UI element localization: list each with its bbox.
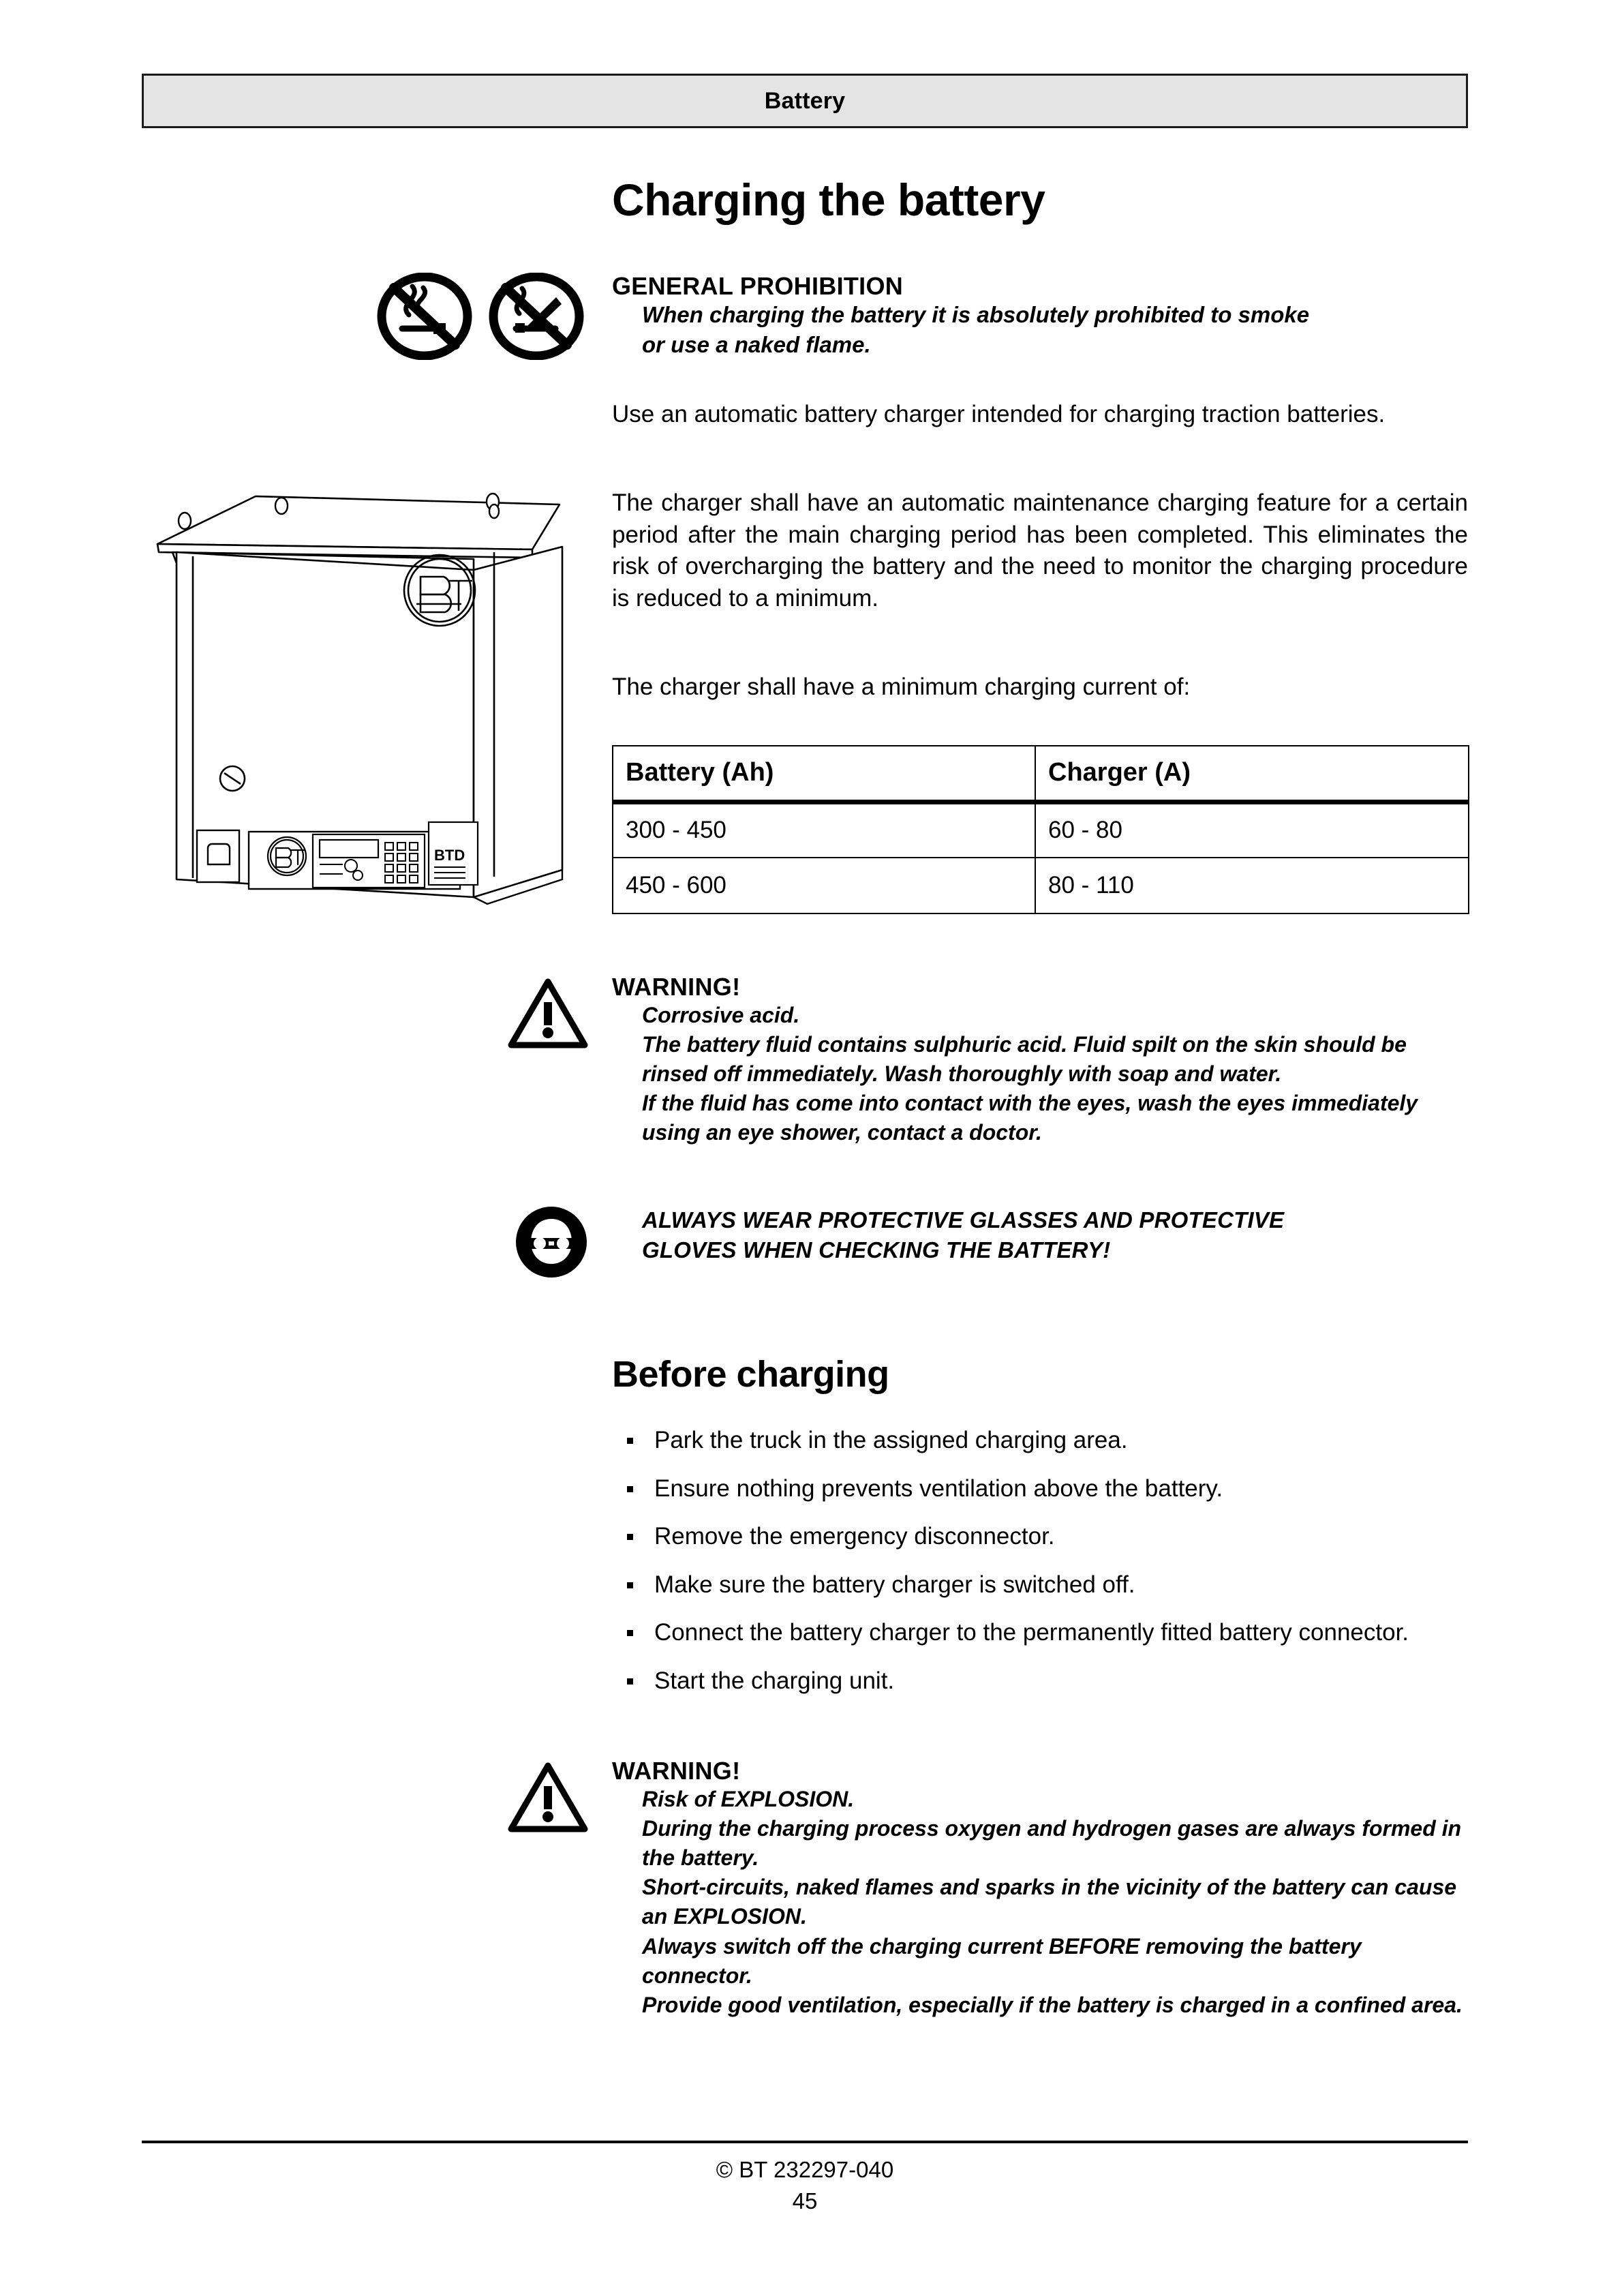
list-item [612, 1665, 1468, 1697]
bullet-dot-icon [627, 1486, 633, 1492]
table-header-charger: Charger (A) [1035, 746, 1469, 802]
no-naked-flame-icon [485, 273, 587, 360]
before-charging-list [612, 1425, 1468, 1713]
bullet-dot-icon [627, 1582, 633, 1588]
general-prohibition-line-1: When charging the battery it is absolutely prohibited to smoke [642, 302, 1310, 328]
warning-block-corrosive-acid [508, 973, 1468, 1148]
list-item [612, 1425, 1468, 1457]
general-prohibition-block [612, 273, 1468, 359]
table-cell-charger-range: 80 - 110 [1035, 858, 1469, 913]
charging-current-table [612, 745, 1469, 914]
footer-copyright: © BT 232297-040 [716, 2157, 894, 2182]
paragraph-use-automatic-charger: Use an automatic battery charger intended for charging traction batteries. [612, 401, 1386, 427]
table-header-battery: Battery (Ah) [613, 746, 1035, 802]
list-item [612, 1569, 1468, 1601]
warning-line: Corrosive acid. [642, 1002, 800, 1027]
warning-triangle-icon [508, 1762, 588, 1832]
list-item-text: Park the truck in the assigned charging area. [654, 1427, 1128, 1453]
table-cell-battery-range: 300 - 450 [613, 802, 1035, 858]
warning-line: If the fluid has come into contact with the eyes, wash the eyes immediately using an eye shower, contact a doctor. [642, 1091, 1418, 1145]
list-item-text: Connect the battery charger to the permanently fitted battery connector. [654, 1619, 1409, 1646]
warning-line: Short-circuits, naked flames and sparks in the vicinity of the battery can cause an EXPLOSION. [642, 1875, 1457, 1929]
warning-triangle-icon [508, 978, 588, 1048]
page-title: Charging the battery [612, 175, 1045, 225]
chapter-header-bar [142, 74, 1468, 128]
list-item-text: Ensure nothing prevents ventilation above the battery. [654, 1475, 1223, 1502]
paragraph-maintenance-charging: The charger shall have an automatic maintenance charging feature for a certain period after the main charging period has been completed. This eliminates the risk of overcharging the battery and the need to monitor the charging procedure is reduced to a minimum. [612, 489, 1468, 611]
protective-equipment-notice [508, 1205, 1468, 1265]
general-prohibition-line-2: or use a naked flame. [642, 331, 871, 357]
warning-line: Always switch off the charging current BEFORE removing the battery connector. [642, 1933, 1362, 1988]
table-row [613, 858, 1469, 913]
protective-notice-line-1: ALWAYS WEAR PROTECTIVE GLASSES AND PROTECTIVE [642, 1207, 1285, 1233]
list-item-text: Start the charging unit. [654, 1667, 895, 1694]
list-item [612, 1521, 1468, 1553]
bullet-dot-icon [627, 1438, 633, 1444]
list-item [612, 1617, 1468, 1649]
table-row [613, 802, 1469, 858]
page-footer [142, 2154, 1468, 2216]
prohibition-icon-group [373, 273, 598, 361]
list-item-text: Make sure the battery charger is switched off. [654, 1571, 1135, 1598]
footer-divider [142, 2141, 1468, 2143]
footer-page-number: 45 [792, 2188, 818, 2214]
chapter-title: Battery [764, 87, 846, 114]
warning-line: The battery fluid contains sulphuric acid. Fluid spilt on the skin should be rinsed off immediately. Wash thoroughly with soap and water. [642, 1031, 1407, 1086]
table-cell-charger-range: 60 - 80 [1035, 802, 1469, 858]
list-item-text: Remove the emergency disconnector. [654, 1523, 1055, 1550]
bullet-dot-icon [627, 1630, 633, 1636]
list-item [612, 1473, 1468, 1505]
table-cell-battery-range: 450 - 600 [613, 858, 1035, 913]
warning-block-explosion [508, 1757, 1468, 2020]
svg-text:BTD: BTD [434, 847, 465, 864]
safety-glasses-icon [515, 1205, 588, 1279]
protective-notice-line-2: GLOVES WHEN CHECKING THE BATTERY! [642, 1237, 1111, 1263]
general-prohibition-heading: GENERAL PROHIBITION [612, 272, 904, 300]
warning-title: WARNING! [612, 1757, 741, 1785]
no-smoking-icon [373, 273, 476, 360]
warning-line: During the charging process oxygen and hydrogen gases are always formed in the battery. [642, 1815, 1462, 1870]
battery-charger-cabinet-illustration [153, 470, 576, 907]
bullet-dot-icon [627, 1678, 633, 1685]
bullet-dot-icon [627, 1534, 633, 1540]
warning-title: WARNING! [612, 973, 741, 1001]
charger-line-art [153, 470, 576, 907]
table-header-row [613, 746, 1469, 802]
warning-line: Provide good ventilation, especially if the battery is charged in a confined area. [642, 1992, 1463, 2017]
warning-line: Risk of EXPLOSION. [642, 1786, 855, 1811]
section-heading-before-charging: Before charging [612, 1354, 889, 1395]
paragraph-minimum-current: The charger shall have a minimum charging current of: [612, 674, 1191, 700]
